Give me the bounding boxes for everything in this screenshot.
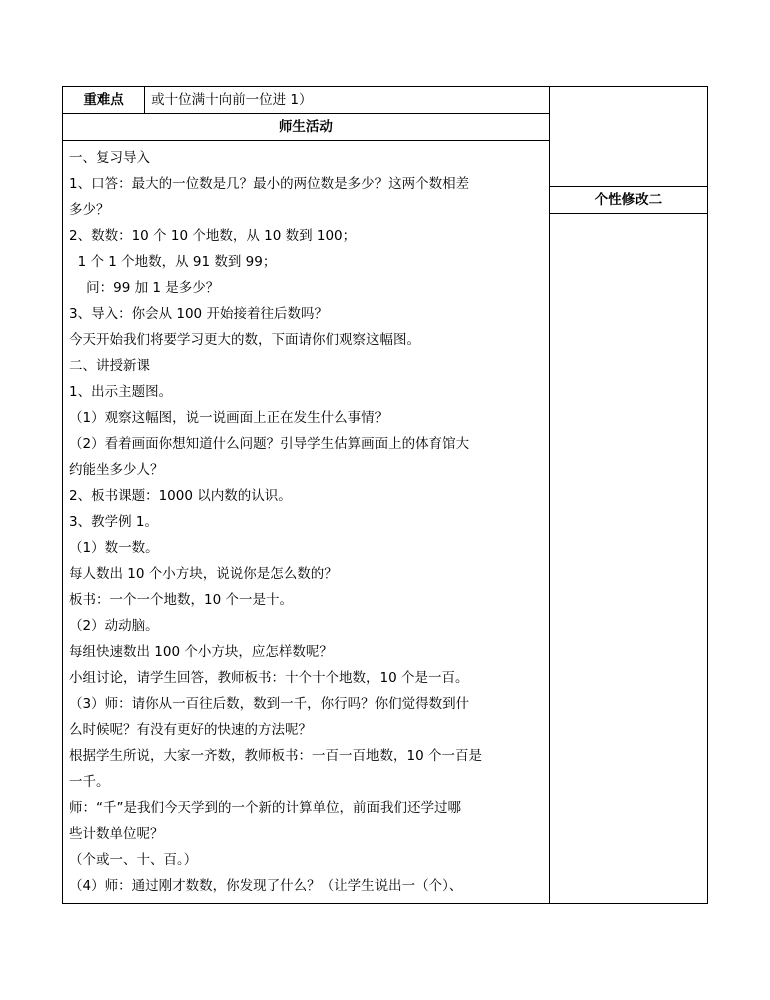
content-line: 1 个 1 个地数，从 91 数到 99； <box>69 254 277 270</box>
content-line: （3）师：请你从一百往后数，数到一千，你行吗？你们觉得数到什 <box>69 696 470 712</box>
content-line: 每人数出 10 个小方块，说说你是怎么数的？ <box>69 566 338 582</box>
content-line: （1）数一数。 <box>69 540 159 556</box>
content-line: 一、复习导入 <box>69 150 150 166</box>
content-line: 根据学生所说，大家一齐数，教师板书：一百一百地数，10 个一百是 <box>69 748 482 764</box>
content-line: （1）观察这幅图，说一说画面上正在发生什么事情？ <box>69 410 389 426</box>
content-line: 小组讨论，请学生回答，教师板书：十个十个地数，10 个是一百。 <box>69 670 469 686</box>
content-line: 多少？ <box>69 202 110 218</box>
content-line: （个或一、十、百。） <box>69 852 198 868</box>
content-line: 2、数数：10 个 10 个地数，从 10 数到 100； <box>69 228 357 244</box>
content-line: 约能坐多少人？ <box>69 462 164 478</box>
content-line: 些计数单位呢？ <box>69 826 164 842</box>
content-line: 3、导入：你会从 100 开始接着往后数吗？ <box>69 306 328 322</box>
content-line: 每组快速数出 100 个小方块，应怎样数呢？ <box>69 644 333 660</box>
content-line: 2、板书课题：1000 以内数的认识。 <box>69 488 292 504</box>
key-points-label: 重难点 <box>63 87 145 114</box>
content-line: 问：99 加 1 是多少？ <box>69 280 220 296</box>
content-line: 1、口答：最大的一位数是几？最小的两位数是多少？这两个数相差 <box>69 176 470 192</box>
activity-content <box>63 141 550 904</box>
content-line: 二、讲授新课 <box>69 358 150 374</box>
content-line: 么时候呢？有没有更好的快速的方法呢？ <box>69 722 312 738</box>
lesson-plan-table <box>62 86 708 904</box>
content-line: 1、出示主题图。 <box>69 384 173 400</box>
content-line: 今天开始我们将要学习更大的数，下面请你们观察这幅图。 <box>69 332 420 348</box>
content-line: （4）师：通过刚才数数，你发现了什么？（让学生说出一（个）、 <box>69 878 463 894</box>
revision-column <box>549 87 707 904</box>
content-line: 师：“千”是我们今天学到的一个新的计算单位，前面我们还学过哪 <box>69 800 461 816</box>
content-line: （2）动动脑。 <box>69 618 159 634</box>
content-line: 3、教学例 1。 <box>69 514 158 530</box>
content-line: 一千。 <box>69 774 110 790</box>
revision-header: 个性修改二 <box>550 186 707 214</box>
content-line: （2）看着画面你想知道什么问题？引导学生估算画面上的体育馆大 <box>69 436 470 452</box>
key-points-text: 或十位满十向前一位进 1） <box>145 87 550 114</box>
content-line: 板书：一个一个地数，10 个一是十。 <box>69 592 293 608</box>
activity-title: 师生活动 <box>63 114 550 141</box>
